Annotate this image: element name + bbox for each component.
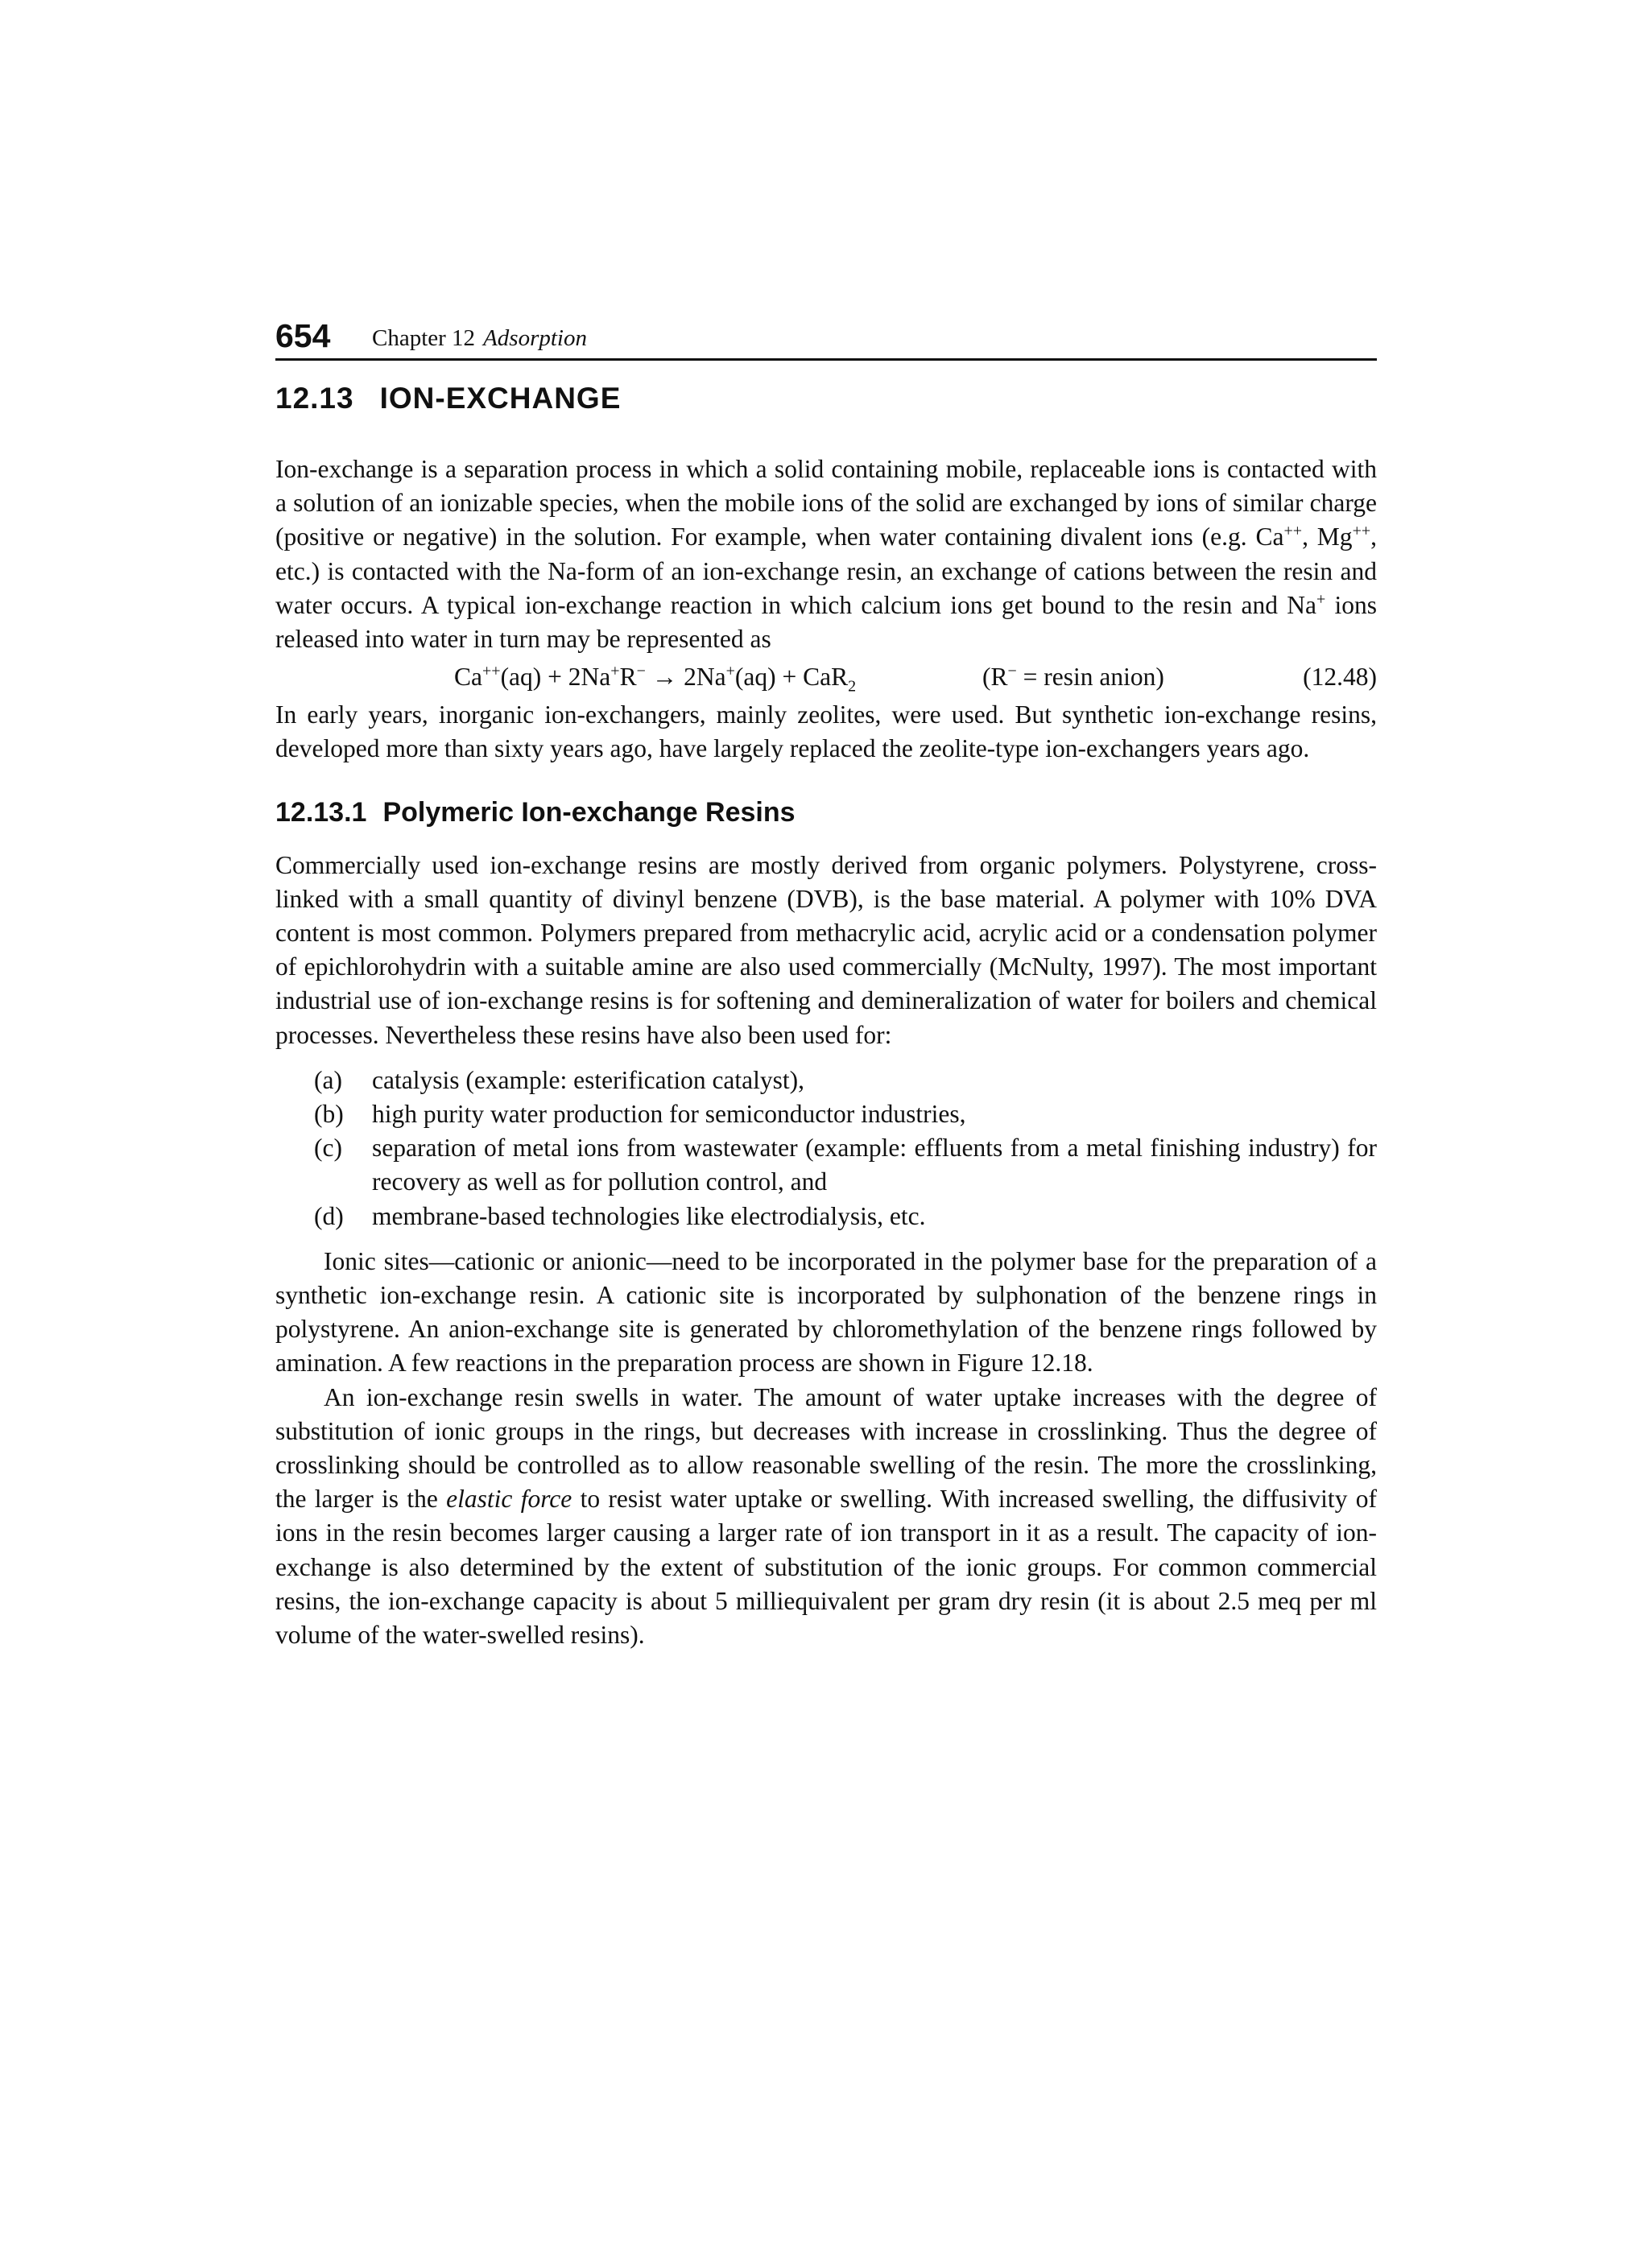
eq-part: R: [619, 663, 637, 692]
eq-part: (aq) + CaR: [734, 663, 849, 692]
section-heading: [275, 378, 1377, 419]
subsection-heading: [275, 794, 1377, 831]
subscript: 2: [848, 677, 857, 696]
equation-expression: [454, 656, 856, 698]
list-item-text: catalysis (example: esterification catalyst),: [372, 1065, 805, 1094]
list-item: [275, 1200, 1377, 1233]
list-item-text: high purity water production for semiconductor industries,: [372, 1100, 966, 1129]
list-item-text: membrane-based technologies like electrodialysis, etc.: [372, 1201, 926, 1230]
list-item: [275, 1064, 1377, 1097]
list-marker: (c): [314, 1134, 342, 1163]
section-number: 12.13: [275, 382, 354, 415]
eq-part: = resin anion): [1016, 663, 1164, 692]
subsection-paragraph-intro: Commercially used ion-exchange resins are mostly derived from organic polymers. Polystyrene, cross-linked with a small quantity of divinyl benzene (DVB), is the base material. A polymer with 10% DVA content is most common. Polymers prepared from methacrylic acid, acrylic acid or a condensation polymer of epichlorohydrin with a suitable amine are also used commercially (McNulty, 1997). The most important industrial use of ion-exchange resins is for softening and demineralization of water for boilers and chemical processes. Nevertheless these resins have also been used for:: [275, 850, 1377, 1049]
section-title: ION-EXCHANGE: [379, 382, 622, 415]
chapter-title: Adsorption: [483, 325, 587, 351]
text-run: ions released into water in turn may be represented as: [275, 590, 1377, 654]
list-item: [275, 1097, 1377, 1131]
text-run: to resist water uptake or swelling. With increased swelling, the diffusivity of ions in the resin becomes larger causing a larger rate of ion transport in it as a result. The capacity of ion-exchange is also determined by the extent of substitution of the ionic groups. For common commercial resins, the ion-exchange capacity is about 5 milliequivalent per gram dry resin (it is about 2.5 meq per ml volume of the water-swelled resins).: [275, 1485, 1377, 1650]
superscript: ++: [1283, 522, 1303, 540]
uses-list: [275, 1064, 1377, 1233]
text-run: Ion-exchange is a separation process in which a solid containing mobile, replaceable ions is contacted with a solution of an ionizable species, when the mobile ions of the solid are exchanged by ions of similar charge (positive or negative) in the solution. For example, when water containing divalent ions (e.g. Ca: [275, 455, 1377, 552]
subsection-title: Polymeric Ion-exchange Resins: [382, 796, 796, 828]
eq-part: (R: [982, 663, 1008, 692]
eq-part: Ca: [454, 663, 482, 692]
section-paragraph-intro: [275, 452, 1377, 656]
emphasis-text: elastic force: [446, 1485, 572, 1514]
superscript: −: [636, 662, 646, 680]
eq-part: → 2Na: [645, 663, 726, 692]
superscript: ++: [482, 662, 501, 680]
chapter-number-label: Chapter 12: [372, 325, 476, 351]
equation-12-48: [275, 656, 1377, 698]
list-marker: (d): [314, 1201, 344, 1230]
superscript: +: [1316, 590, 1326, 609]
book-page: [275, 316, 1377, 1652]
equation-note: [982, 656, 1164, 698]
list-item-text: separation of metal ions from wastewater (example: effluents from a metal finishing industry) for recovery as well as for pollution control, and: [372, 1134, 1377, 1196]
list-marker: (a): [314, 1065, 342, 1094]
list-marker: (b): [314, 1100, 344, 1129]
text-run: , etc.) is contacted with the Na-form of an ion-exchange resin, an exchange of cations between the resin and water occurs. A typical ion-exchange reaction in which calcium ions get bound to the resin and Na: [275, 523, 1377, 619]
equation-number: (12.48): [1303, 663, 1377, 692]
superscript: ++: [1352, 522, 1371, 540]
text-run: , Mg: [1302, 523, 1353, 552]
superscript: +: [725, 662, 735, 680]
section-paragraph-history: In early years, inorganic ion-exchangers, mainly zeolites, were used. But synthetic ion-exchange resins, developed more than sixty years ago, have largely replaced the zeolite-type ion-exchangers years ago.: [275, 700, 1377, 763]
chapter-label: [372, 322, 587, 354]
text-run: An ion-exchange resin swells in water. The amount of water uptake increases with the degree of substitution of ionic groups in the rings, but decreases with increase in crosslinking. Thus the degree of crosslinking should be controlled as to allow reasonable swelling of the resin. The more the crosslinking, the larger is the: [275, 1382, 1377, 1514]
running-header: [275, 316, 1377, 361]
eq-part: (aq) + 2Na: [500, 663, 611, 692]
subsection-paragraph-swelling: [275, 1381, 1377, 1653]
superscript: −: [1007, 662, 1017, 680]
list-item: [275, 1131, 1377, 1199]
page-number: 654: [275, 317, 331, 354]
subsection-number: 12.13.1: [275, 796, 367, 828]
subsection-paragraph-ionic-sites: Ionic sites—cationic or anionic—need to be incorporated in the polymer base for the preparation of a synthetic ion-exchange resin. A cationic site is incorporated by sulphonation of the benzene rings in polystyrene. An anion-exchange site is generated by chloromethylation of the benzene rings followed by amination. A few reactions in the preparation process are shown in Figure 12.18.: [275, 1246, 1377, 1378]
superscript: +: [610, 662, 620, 680]
